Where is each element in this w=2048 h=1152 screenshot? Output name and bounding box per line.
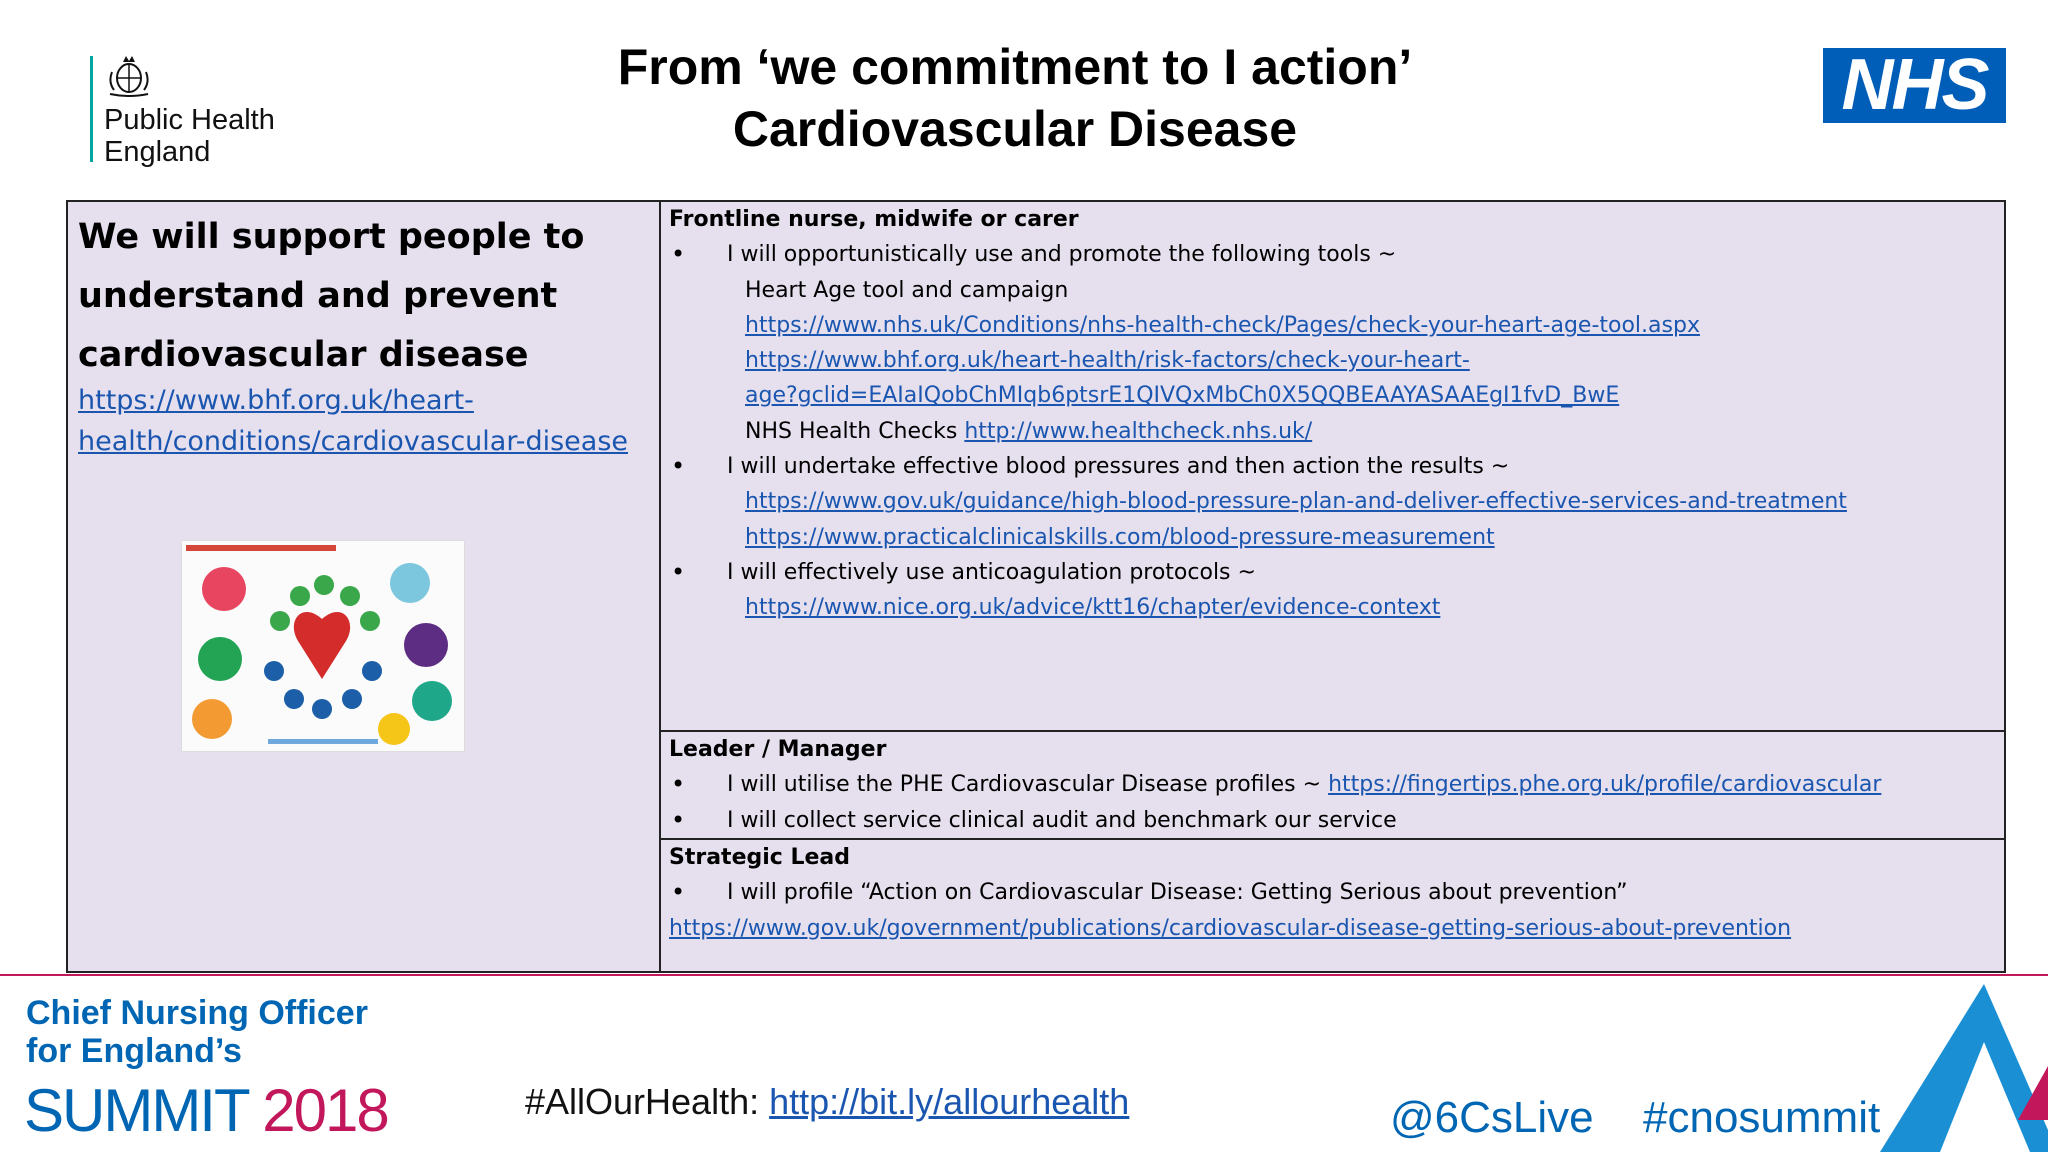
strategic-bullet-profile: • I will profile “Action on Cardiovascular Disease: Getting Serious about prevention” <box>669 875 2004 910</box>
summit-triangle-logo <box>1880 980 2048 1152</box>
footer-divider <box>0 974 2048 976</box>
summit-hashtag: #cnosummit <box>1643 1093 1881 1142</box>
nhs-health-checks-label: NHS Health Checks <box>745 418 965 444</box>
allourhealth-link[interactable]: http://bit.ly/allourhealth <box>769 1081 1130 1122</box>
leader-cell <box>661 732 2004 840</box>
phe-logo <box>90 52 290 168</box>
bhf-check-heart-link-2[interactable]: age?gclid=EAIaIQobChMIqb6ptsrE1QIVQxMbCh0X5QQBEAAYASAAEgI1fvD_BwE <box>745 383 1620 409</box>
leader-bullet-profiles: • I will utilise the PHE Cardiovascular Disease profiles ~ https://fingertips.phe.org.uk/profile/cardiovascular <box>669 767 2004 802</box>
twitter-handle: @6CsLive <box>1390 1093 1594 1142</box>
strategic-cell <box>661 840 2004 971</box>
frontline-bullet-tools: • I will opportunistically use and promote the following tools ~ <box>669 237 2004 272</box>
cvd-risk-factors-image <box>181 540 465 752</box>
fingertips-cvd-link[interactable]: https://fingertips.phe.org.uk/profile/cardiovascular <box>1328 772 1882 798</box>
phe-logo-bar <box>90 56 93 162</box>
bhf-cvd-link-wrap <box>78 380 638 462</box>
left-column <box>68 202 661 971</box>
page-title: From ‘we commitment to I action’ Cardiovascular Disease <box>617 39 1413 157</box>
commitment-table <box>66 200 2006 973</box>
frontline-cell <box>661 202 2004 732</box>
frontline-heading: Frontline nurse, midwife or carer <box>669 207 1079 232</box>
frontline-bullet-bp: • I will undertake effective blood pressures and then action the results ~ <box>669 449 2004 484</box>
bhf-cvd-link[interactable]: https://www.bhf.org.uk/heart-health/conditions/cardiovascular-disease <box>78 385 628 457</box>
strategic-heading: Strategic Lead <box>669 845 851 870</box>
cno-label: Chief Nursing Officer for England’s <box>26 994 368 1070</box>
royal-crest-icon <box>104 52 154 98</box>
bhf-check-heart-link-1[interactable]: https://www.bhf.org.uk/heart-health/risk-factors/check-your-heart- <box>745 348 1470 374</box>
heart-age-tool-link[interactable]: https://www.nhs.uk/Conditions/nhs-health-check/Pages/check-your-heart-age-tool.aspx <box>745 312 1700 338</box>
leader-bullet-audit: • I will collect service clinical audit and benchmark our service <box>669 803 2004 838</box>
bp-measurement-link[interactable]: https://www.practicalclinicalskills.com/blood-pressure-measurement <box>745 524 1495 550</box>
frontline-bullet-anticoag: • I will effectively use anticoagulation protocols ~ <box>669 555 2004 590</box>
leader-heading: Leader / Manager <box>669 737 887 762</box>
phe-logo-text: Public Health England <box>104 104 275 168</box>
gov-cvd-prevention-link[interactable]: https://www.gov.uk/government/publications/cardiovascular-disease-getting-serious-about-prevention <box>669 915 1792 941</box>
summit-label: SUMMIT 2018 <box>24 1077 388 1144</box>
summit-year: 2018 <box>262 1077 388 1144</box>
nhs-logo: NHS <box>1823 48 2006 123</box>
healthcheck-link[interactable]: http://www.healthcheck.nhs.uk/ <box>964 418 1313 444</box>
nhs-health-checks-line <box>669 414 2004 449</box>
nice-ktt16-link[interactable]: https://www.nice.org.uk/advice/ktt16/chapter/evidence-context <box>745 595 1441 621</box>
support-heading: We will support people to understand and prevent cardiovascular disease <box>78 217 585 375</box>
gov-bp-link[interactable]: https://www.gov.uk/guidance/high-blood-pressure-plan-and-deliver-effective-services-and-treatment <box>745 489 1847 515</box>
heart-age-label: Heart Age tool and campaign <box>745 277 1069 303</box>
allourhealth-line: #AllOurHealth: http://bit.ly/allourhealth <box>525 1081 1130 1122</box>
